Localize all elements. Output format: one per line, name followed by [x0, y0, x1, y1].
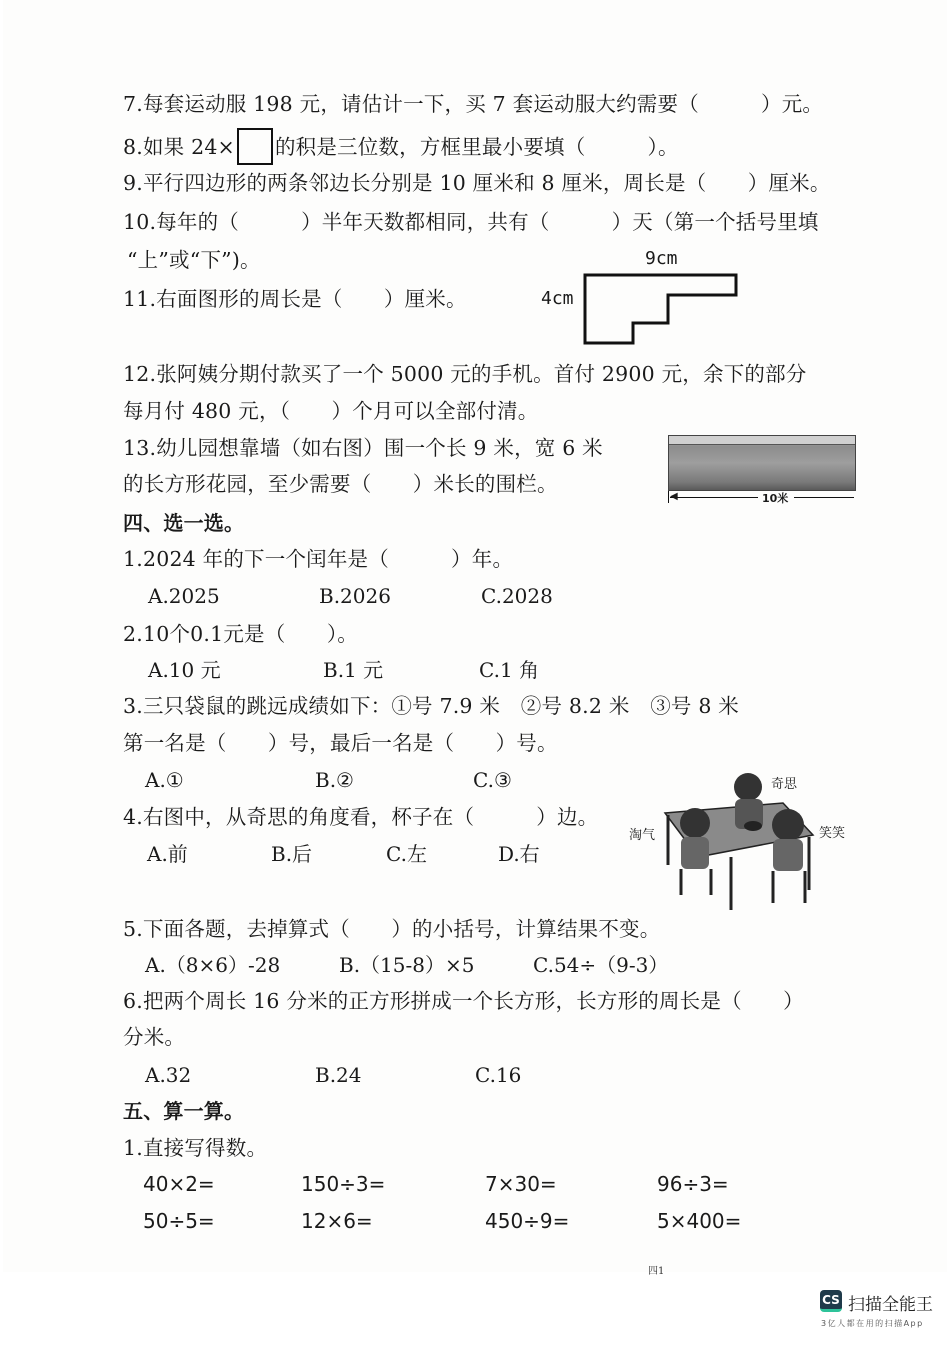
q4-option-d: D.右 — [498, 842, 540, 866]
camscanner-brand: 扫描全能王 — [848, 1295, 933, 1315]
calc-item: 7×30= — [485, 1172, 557, 1196]
q4-option-b: B.后 — [271, 842, 313, 866]
question-8-prefix: 8.如果 24× — [123, 135, 235, 159]
choice-question-2: 2.10个0.1元是（ ）。 — [123, 622, 358, 646]
arrow-left-icon: ◀ — [670, 491, 678, 502]
camscanner-slogan: 3亿人都在用的扫描App — [821, 1319, 924, 1328]
question-8 — [123, 130, 679, 167]
question-13-line2: 的长方形花园，至少需要（ ）米长的围栏。 — [123, 472, 558, 496]
q6-option-b: B.24 — [315, 1063, 362, 1087]
label-xiaoxiao: 笑笑 — [819, 826, 846, 841]
question-8-suffix: 的积是三位数，方框里最小要填（ ）。 — [274, 135, 679, 159]
children-at-table-illustration — [623, 765, 863, 915]
q5-option-b: B.（15-8）×5 — [339, 953, 475, 977]
q1-option-c: C.2028 — [481, 584, 553, 608]
q6-option-a: A.32 — [145, 1063, 192, 1087]
wall-image — [668, 435, 856, 491]
q5-option-c: C.54÷（9-3） — [533, 953, 669, 977]
staircase-figure — [581, 268, 751, 352]
wall-length-label: 10米 — [762, 492, 789, 505]
q4-option-c: C.左 — [386, 842, 427, 866]
camscanner-logo-icon: CS — [820, 1290, 842, 1312]
figure-side-label: 4cm — [541, 288, 574, 309]
q3-option-a: A.① — [145, 768, 184, 792]
question-12-line1: 12.张阿姨分期付款买了一个 5000 元的手机。首付 2900 元，余下的部分 — [123, 362, 807, 386]
choice-question-1: 1.2024 年的下一个闰年是（ ）年。 — [123, 547, 514, 571]
q5-option-a: A.（8×6）-28 — [145, 953, 281, 977]
calc-item: 40×2= — [143, 1172, 215, 1196]
choice-question-6-line1: 6.把两个周长 16 分米的正方形拼成一个长方形，长方形的周长是（ ） — [123, 989, 804, 1013]
wall-dimension — [668, 490, 854, 504]
label-qisi: 奇思 — [771, 777, 798, 792]
calc-item: 150÷3= — [301, 1172, 386, 1196]
scanned-worksheet-page — [3, 0, 947, 1277]
question-11: 11.右面图形的周长是（ ）厘米。 — [123, 287, 467, 311]
q2-option-c: C.1 角 — [479, 658, 540, 682]
section-5-heading: 五、算一算。 — [123, 1099, 245, 1123]
q3-option-b: B.② — [315, 768, 354, 792]
calc-item: 12×6= — [301, 1209, 373, 1233]
answer-box — [237, 128, 273, 165]
q6-option-c: C.16 — [475, 1063, 522, 1087]
q1-option-b: B.2026 — [319, 584, 391, 608]
q3-option-c: C.③ — [473, 768, 512, 792]
calc-item: 96÷3= — [657, 1172, 729, 1196]
choice-question-6-line2: 分米。 — [123, 1025, 186, 1049]
calc-item: 450÷9= — [485, 1209, 570, 1233]
choice-question-4: 4.右图中，从奇思的角度看，杯子在（ ）边。 — [123, 805, 599, 829]
choice-question-5: 5.下面各题，去掉算式（ ）的小括号，计算结果不变。 — [123, 917, 661, 941]
q1-option-a: A.2025 — [148, 584, 220, 608]
label-taoqi: 淘气 — [629, 828, 656, 843]
calc-question-1-title: 1.直接写得数。 — [123, 1136, 268, 1160]
question-13-line1: 13.幼儿园想靠墙（如右图）围一个长 9 米，宽 6 米 — [123, 436, 603, 460]
question-9: 9.平行四边形的两条邻边长分别是 10 厘米和 8 厘米，周长是（ ）厘米。 — [123, 171, 831, 195]
calc-item: 5×400= — [657, 1209, 742, 1233]
figure-top-label: 9cm — [645, 248, 678, 269]
choice-question-3-line1: 3.三只袋鼠的跳远成绩如下：①号 7.9 米 ②号 8.2 米 ③号 8 米 — [123, 694, 740, 718]
section-4-heading: 四、选一选。 — [123, 511, 245, 535]
question-12-line2: 每月付 480 元，（ ）个月可以全部付清。 — [123, 399, 539, 423]
page-number-fragment: 四1 — [648, 1266, 665, 1277]
calc-item: 50÷5= — [143, 1209, 215, 1233]
q2-option-b: B.1 元 — [323, 658, 384, 682]
choice-question-3-line2: 第一名是（ ）号，最后一名是（ ）号。 — [123, 731, 558, 755]
question-7: 7.每套运动服 198 元，请估计一下，买 7 套运动服大约需要（ ）元。 — [123, 92, 824, 116]
q2-option-a: A.10 元 — [148, 658, 221, 682]
q4-option-a: A.前 — [147, 842, 188, 866]
question-10-line2: “上”或“下”)。 — [127, 248, 261, 272]
question-10-line1: 10.每年的（ ）半年天数都相同，共有（ ）天（第一个括号里填 — [123, 210, 819, 234]
